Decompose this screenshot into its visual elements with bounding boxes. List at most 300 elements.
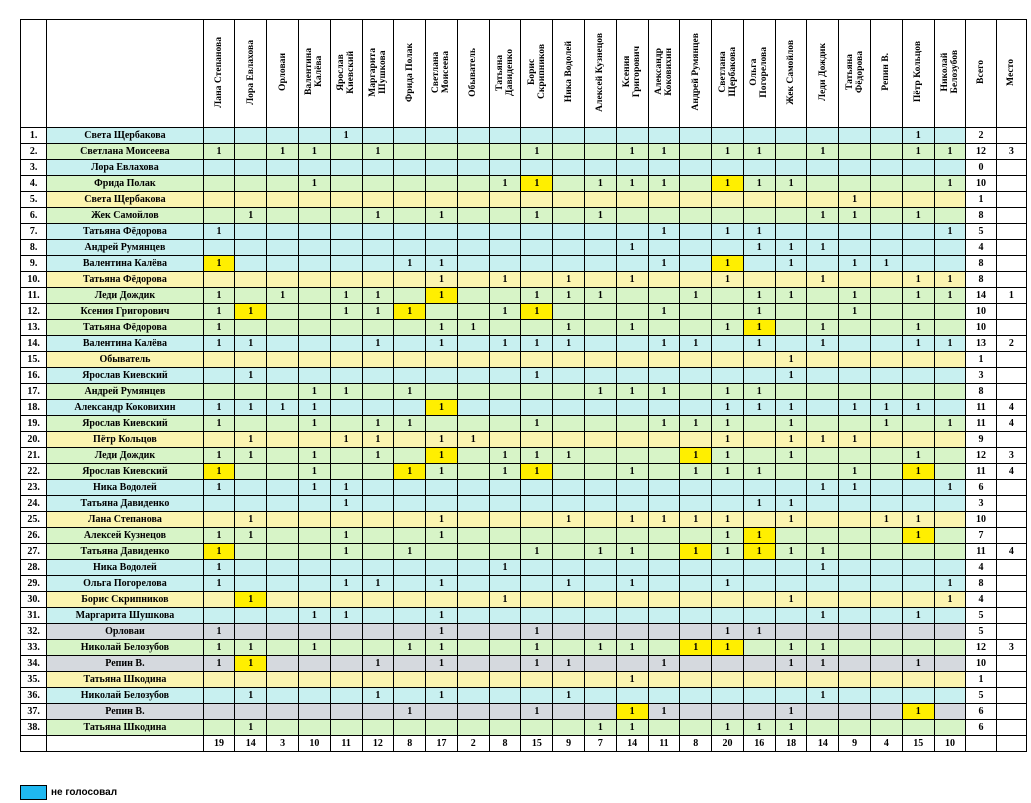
vote-cell: 1 xyxy=(362,416,394,432)
vote-cell: 1 xyxy=(203,416,235,432)
vote-cell xyxy=(775,528,807,544)
vote-cell: 1 xyxy=(426,608,458,624)
vote-cell xyxy=(680,400,712,416)
vote-cell xyxy=(521,256,553,272)
vote-cell: 1 xyxy=(235,720,267,736)
column-header xyxy=(902,20,934,128)
row-total: 5 xyxy=(966,624,996,640)
row-place: 1 xyxy=(996,288,1026,304)
row-name: Жек Самойлов xyxy=(47,208,203,224)
vote-cell: 1 xyxy=(743,144,775,160)
vote-cell: 1 xyxy=(553,272,585,288)
row-total: 8 xyxy=(966,208,996,224)
row-total: 6 xyxy=(966,704,996,720)
row-place xyxy=(996,352,1026,368)
column-total: 9 xyxy=(553,736,585,752)
vote-cell: 1 xyxy=(585,544,617,560)
vote-cell xyxy=(743,192,775,208)
vote-cell xyxy=(521,688,553,704)
vote-cell xyxy=(457,688,489,704)
vote-cell: 1 xyxy=(902,128,934,144)
column-header-label: Татьяна Давиденко xyxy=(494,48,516,96)
vote-cell xyxy=(394,608,426,624)
row-number: 2. xyxy=(21,144,47,160)
vote-cell: 1 xyxy=(839,288,871,304)
vote-cell xyxy=(394,192,426,208)
table-row xyxy=(21,608,1027,624)
row-name: Татьяна Шкодина xyxy=(47,720,203,736)
vote-cell xyxy=(680,240,712,256)
column-total: 14 xyxy=(616,736,648,752)
vote-cell xyxy=(553,672,585,688)
vote-cell xyxy=(489,544,521,560)
vote-cell: 1 xyxy=(553,512,585,528)
vote-cell xyxy=(235,320,267,336)
vote-cell xyxy=(489,352,521,368)
total-header xyxy=(966,20,996,128)
vote-cell: 1 xyxy=(426,640,458,656)
vote-cell: 1 xyxy=(426,320,458,336)
vote-cell: 1 xyxy=(807,480,839,496)
vote-cell: 1 xyxy=(235,688,267,704)
vote-cell xyxy=(871,176,903,192)
vote-cell xyxy=(267,496,299,512)
vote-cell xyxy=(203,512,235,528)
vote-cell xyxy=(267,576,299,592)
vote-cell xyxy=(394,176,426,192)
vote-cell xyxy=(902,640,934,656)
column-header xyxy=(775,20,807,128)
row-number: 38. xyxy=(21,720,47,736)
vote-cell: 1 xyxy=(902,336,934,352)
vote-cell xyxy=(489,240,521,256)
vote-cell xyxy=(457,192,489,208)
vote-cell: 1 xyxy=(934,576,966,592)
row-name: Алексей Кузнецов xyxy=(47,528,203,544)
vote-cell xyxy=(394,288,426,304)
vote-cell: 1 xyxy=(616,720,648,736)
row-total: 10 xyxy=(966,512,996,528)
row-total: 4 xyxy=(966,240,996,256)
vote-cell: 1 xyxy=(426,448,458,464)
vote-cell xyxy=(235,144,267,160)
vote-cell xyxy=(330,464,362,480)
vote-cell: 1 xyxy=(394,544,426,560)
vote-cell xyxy=(775,480,807,496)
vote-cell xyxy=(394,448,426,464)
vote-cell xyxy=(298,192,330,208)
vote-cell xyxy=(330,416,362,432)
table-row xyxy=(21,384,1027,400)
vote-cell xyxy=(521,560,553,576)
vote-cell xyxy=(394,368,426,384)
vote-cell xyxy=(807,224,839,240)
row-place xyxy=(996,512,1026,528)
vote-cell xyxy=(616,160,648,176)
totals-place-cell xyxy=(996,736,1026,752)
row-number: 30. xyxy=(21,592,47,608)
column-total: 17 xyxy=(426,736,458,752)
vote-cell xyxy=(426,224,458,240)
vote-cell xyxy=(267,192,299,208)
vote-cell: 1 xyxy=(775,512,807,528)
vote-cell xyxy=(298,624,330,640)
row-number: 8. xyxy=(21,240,47,256)
vote-cell xyxy=(362,224,394,240)
vote-cell xyxy=(839,368,871,384)
vote-cell xyxy=(743,480,775,496)
row-total: 0 xyxy=(966,160,996,176)
vote-cell xyxy=(553,352,585,368)
vote-cell: 1 xyxy=(743,464,775,480)
row-total: 6 xyxy=(966,720,996,736)
vote-cell: 1 xyxy=(267,288,299,304)
vote-cell: 1 xyxy=(775,544,807,560)
vote-cell: 1 xyxy=(426,576,458,592)
vote-cell xyxy=(298,336,330,352)
vote-cell xyxy=(362,608,394,624)
row-place xyxy=(996,240,1026,256)
row-number: 1. xyxy=(21,128,47,144)
column-header-label: Ярослав Киевский xyxy=(335,50,357,94)
row-number: 11. xyxy=(21,288,47,304)
vote-cell xyxy=(457,368,489,384)
vote-cell xyxy=(298,560,330,576)
vote-cell xyxy=(616,208,648,224)
vote-cell: 1 xyxy=(330,528,362,544)
vote-cell: 1 xyxy=(807,144,839,160)
vote-cell xyxy=(553,368,585,384)
vote-cell: 1 xyxy=(203,624,235,640)
vote-cell xyxy=(489,128,521,144)
vote-cell xyxy=(871,336,903,352)
column-header xyxy=(521,20,553,128)
table-row xyxy=(21,656,1027,672)
row-name: Фрида Полак xyxy=(47,176,203,192)
vote-cell xyxy=(203,272,235,288)
vote-cell xyxy=(203,192,235,208)
row-place: 4 xyxy=(996,416,1026,432)
vote-cell: 1 xyxy=(743,496,775,512)
row-number: 23. xyxy=(21,480,47,496)
vote-cell xyxy=(839,320,871,336)
vote-cell xyxy=(298,688,330,704)
vote-cell: 1 xyxy=(743,288,775,304)
vote-cell xyxy=(871,192,903,208)
vote-cell xyxy=(267,336,299,352)
vote-cell xyxy=(267,464,299,480)
vote-cell xyxy=(489,208,521,224)
vote-cell xyxy=(362,384,394,400)
vote-cell: 1 xyxy=(489,448,521,464)
vote-cell xyxy=(553,400,585,416)
vote-cell xyxy=(553,240,585,256)
totals-num-cell xyxy=(21,736,47,752)
vote-cell xyxy=(839,544,871,560)
vote-cell xyxy=(267,240,299,256)
vote-cell xyxy=(839,640,871,656)
row-name: Ника Водолей xyxy=(47,480,203,496)
vote-cell xyxy=(203,688,235,704)
vote-cell xyxy=(298,432,330,448)
vote-cell xyxy=(680,576,712,592)
vote-cell xyxy=(394,400,426,416)
vote-cell xyxy=(235,224,267,240)
vote-cell xyxy=(902,352,934,368)
vote-cell xyxy=(203,432,235,448)
vote-cell: 1 xyxy=(743,528,775,544)
vote-cell: 1 xyxy=(902,400,934,416)
vote-cell xyxy=(807,192,839,208)
vote-cell xyxy=(521,192,553,208)
column-header-label: Ксения Григорович xyxy=(621,46,643,98)
vote-cell xyxy=(330,352,362,368)
vote-cell: 1 xyxy=(362,656,394,672)
vote-cell xyxy=(298,368,330,384)
vote-cell xyxy=(489,368,521,384)
vote-cell: 1 xyxy=(553,288,585,304)
vote-cell xyxy=(871,144,903,160)
vote-cell xyxy=(426,304,458,320)
vote-cell: 1 xyxy=(585,176,617,192)
vote-cell: 1 xyxy=(553,336,585,352)
vote-cell xyxy=(330,272,362,288)
legend xyxy=(20,785,117,800)
column-total: 9 xyxy=(839,736,871,752)
vote-cell xyxy=(934,384,966,400)
vote-cell xyxy=(330,144,362,160)
vote-cell xyxy=(585,592,617,608)
vote-cell: 1 xyxy=(902,608,934,624)
vote-cell xyxy=(330,176,362,192)
column-header xyxy=(235,20,267,128)
vote-cell xyxy=(934,432,966,448)
vote-cell xyxy=(680,144,712,160)
vote-cell xyxy=(648,720,680,736)
vote-cell: 1 xyxy=(616,544,648,560)
vote-cell xyxy=(648,368,680,384)
vote-cell xyxy=(330,720,362,736)
vote-cell xyxy=(743,128,775,144)
vote-cell xyxy=(807,576,839,592)
vote-cell: 1 xyxy=(839,432,871,448)
vote-cell xyxy=(426,176,458,192)
vote-cell xyxy=(235,192,267,208)
vote-cell xyxy=(807,592,839,608)
vote-cell xyxy=(902,624,934,640)
vote-cell xyxy=(585,432,617,448)
vote-cell: 1 xyxy=(743,176,775,192)
table-row xyxy=(21,336,1027,352)
vote-cell xyxy=(457,672,489,688)
vote-cell: 1 xyxy=(775,416,807,432)
vote-cell xyxy=(743,640,775,656)
vote-cell xyxy=(839,672,871,688)
row-total: 7 xyxy=(966,528,996,544)
vote-cell xyxy=(394,656,426,672)
vote-cell xyxy=(457,528,489,544)
vote-cell xyxy=(712,688,744,704)
vote-cell xyxy=(521,160,553,176)
vote-cell xyxy=(362,160,394,176)
vote-cell xyxy=(934,672,966,688)
vote-cell xyxy=(902,368,934,384)
vote-cell xyxy=(489,576,521,592)
vote-cell xyxy=(839,720,871,736)
vote-cell: 1 xyxy=(648,336,680,352)
vote-cell xyxy=(616,560,648,576)
vote-cell: 1 xyxy=(902,144,934,160)
vote-cell xyxy=(330,640,362,656)
vote-cell: 1 xyxy=(521,368,553,384)
row-place xyxy=(996,320,1026,336)
row-total: 8 xyxy=(966,256,996,272)
row-number: 17. xyxy=(21,384,47,400)
vote-cell: 1 xyxy=(934,592,966,608)
vote-cell xyxy=(235,608,267,624)
row-total: 11 xyxy=(966,400,996,416)
vote-cell xyxy=(934,640,966,656)
row-name: Света Щербакова xyxy=(47,192,203,208)
vote-cell: 1 xyxy=(298,480,330,496)
vote-cell xyxy=(680,720,712,736)
column-total: 10 xyxy=(934,736,966,752)
vote-cell xyxy=(457,240,489,256)
vote-cell xyxy=(330,336,362,352)
vote-cell xyxy=(616,256,648,272)
vote-cell: 1 xyxy=(362,288,394,304)
vote-cell: 1 xyxy=(553,688,585,704)
vote-cell xyxy=(489,144,521,160)
vote-cell xyxy=(585,480,617,496)
vote-cell xyxy=(457,272,489,288)
vote-cell xyxy=(553,128,585,144)
vote-cell xyxy=(457,416,489,432)
vote-cell xyxy=(298,240,330,256)
vote-cell: 1 xyxy=(394,256,426,272)
vote-cell xyxy=(775,624,807,640)
table-row xyxy=(21,688,1027,704)
vote-cell xyxy=(203,704,235,720)
vote-cell xyxy=(680,432,712,448)
vote-cell xyxy=(553,496,585,512)
vote-cell xyxy=(807,176,839,192)
vote-cell: 1 xyxy=(553,448,585,464)
vote-cell: 1 xyxy=(235,528,267,544)
vote-cell xyxy=(871,576,903,592)
row-place xyxy=(996,560,1026,576)
vote-cell xyxy=(616,448,648,464)
vote-cell xyxy=(934,320,966,336)
vote-cell xyxy=(489,528,521,544)
column-header xyxy=(839,20,871,128)
row-name: Орловаи xyxy=(47,624,203,640)
column-total: 4 xyxy=(871,736,903,752)
vote-cell xyxy=(330,368,362,384)
vote-cell xyxy=(585,496,617,512)
vote-cell xyxy=(489,704,521,720)
vote-cell xyxy=(871,272,903,288)
table-row xyxy=(21,432,1027,448)
row-total: 13 xyxy=(966,336,996,352)
vote-cell xyxy=(267,160,299,176)
row-name: Лана Степанова xyxy=(47,512,203,528)
vote-cell xyxy=(839,352,871,368)
vote-cell xyxy=(712,704,744,720)
vote-cell xyxy=(553,208,585,224)
row-total: 8 xyxy=(966,576,996,592)
vote-cell: 1 xyxy=(934,272,966,288)
vote-cell: 1 xyxy=(648,256,680,272)
vote-cell xyxy=(235,160,267,176)
vote-cell xyxy=(648,480,680,496)
vote-cell xyxy=(330,704,362,720)
vote-cell xyxy=(775,304,807,320)
vote-cell xyxy=(648,160,680,176)
vote-cell xyxy=(680,272,712,288)
vote-cell xyxy=(267,352,299,368)
column-header-label: Валентина Калёва xyxy=(303,48,325,96)
table-row xyxy=(21,512,1027,528)
vote-cell xyxy=(902,192,934,208)
vote-cell: 1 xyxy=(426,656,458,672)
vote-cell: 1 xyxy=(807,608,839,624)
vote-cell xyxy=(521,432,553,448)
column-header xyxy=(330,20,362,128)
row-name: Пётр Кольцов xyxy=(47,432,203,448)
row-name: Обыватель xyxy=(47,352,203,368)
row-total: 5 xyxy=(966,608,996,624)
vote-cell xyxy=(489,624,521,640)
vote-cell xyxy=(457,480,489,496)
vote-cell xyxy=(489,416,521,432)
vote-cell xyxy=(362,512,394,528)
vote-cell xyxy=(330,208,362,224)
vote-cell xyxy=(616,224,648,240)
vote-cell xyxy=(426,592,458,608)
vote-cell xyxy=(775,224,807,240)
vote-cell: 1 xyxy=(203,304,235,320)
vote-cell xyxy=(521,272,553,288)
vote-cell xyxy=(489,400,521,416)
vote-cell xyxy=(839,448,871,464)
vote-cell xyxy=(394,688,426,704)
vote-cell: 1 xyxy=(203,288,235,304)
vote-cell xyxy=(394,480,426,496)
row-number: 19. xyxy=(21,416,47,432)
vote-cell xyxy=(680,128,712,144)
vote-cell xyxy=(934,448,966,464)
vote-cell xyxy=(489,688,521,704)
vote-cell: 1 xyxy=(330,576,362,592)
table-row xyxy=(21,368,1027,384)
vote-cell: 1 xyxy=(585,720,617,736)
vote-cell xyxy=(362,128,394,144)
vote-cell xyxy=(426,496,458,512)
vote-cell xyxy=(839,656,871,672)
vote-cell xyxy=(616,624,648,640)
vote-cell xyxy=(616,432,648,448)
row-name: Леди Дождик xyxy=(47,448,203,464)
vote-cell: 1 xyxy=(426,688,458,704)
vote-cell xyxy=(680,256,712,272)
vote-cell: 1 xyxy=(394,304,426,320)
row-total: 8 xyxy=(966,384,996,400)
row-number: 32. xyxy=(21,624,47,640)
vote-cell: 1 xyxy=(394,416,426,432)
vote-cell xyxy=(680,624,712,640)
vote-cell: 1 xyxy=(839,480,871,496)
